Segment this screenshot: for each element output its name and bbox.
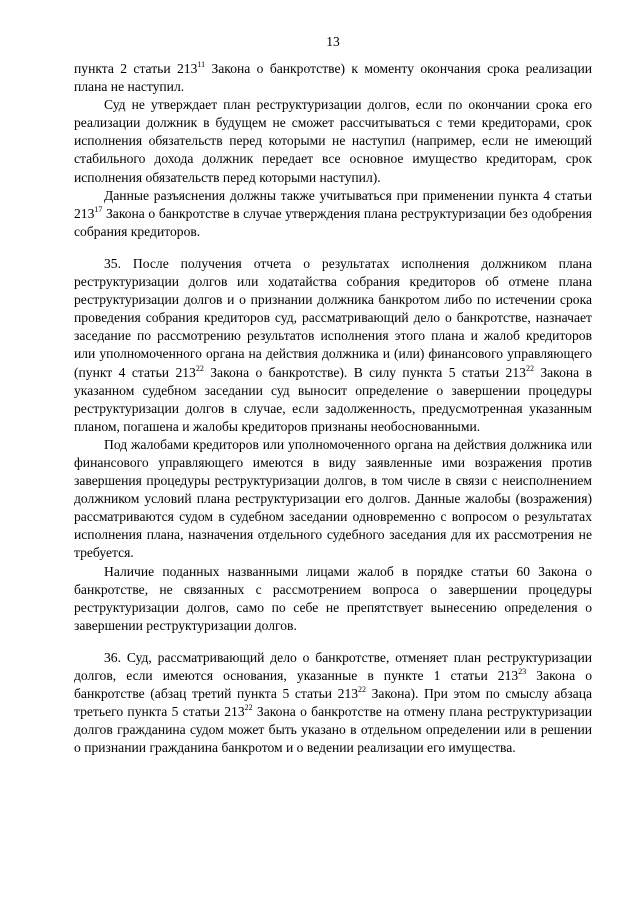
paragraph-text: Закона о банкротстве). В силу пункта 5 статьи 213 [203, 364, 526, 380]
paragraph-article-60 [74, 563, 592, 635]
paragraph-text: пункта 2 статьи 213 [74, 61, 198, 76]
paragraph-complaints [74, 436, 592, 563]
article-superscript: 22 [244, 703, 253, 713]
article-superscript: 23 [518, 667, 527, 676]
paragraph-clarifications [74, 187, 592, 241]
paragraph-text: Под жалобами кредиторов или уполномоченного органа на действия должника или финансового управляющего имеются в виду заявленные ими возражения против завершения процедуры реструктуризации долгов, в том числе в связи с неисполнением должником условий плана реструктуризации его долгов. Данные жалобы (возражения) рассматриваются судом в судебном заседании одновременно с вопросом о результатах исполнения плана, назначения отдельного судебного заседания для их рассмотрения не требуется. [74, 436, 592, 561]
article-superscript: 22 [195, 363, 204, 373]
paragraph-text: Наличие поданных названными лицами жалоб в порядке статьи 60 Закона о банкротстве, не связанных с рассмотрением вопроса о завершении процедуры реструктуризации долгов, само по себе не препятствует вынесению определения о завершении реструктуризации долгов. [74, 563, 592, 633]
paragraph-text: Закона о банкротстве в случае утверждения плана реструктуризации без одобрения собрания кредиторов. [74, 205, 592, 239]
paragraph-continuation [74, 60, 592, 96]
paragraph-text: 35. После получения отчета о результатах исполнения должником плана реструктуризации долгов или ходатайства собрания кредиторов об отмене плана реструктуризации долгов и о признании должника банкротом либо по истечении срока проведения собрания кредиторов суд, рассматривающий дело о банкротстве, назначает заседание по рассмотрению результатов исполнения этого плана и жалоб кредиторов или уполномоченного органа на действия должника и (или) финансового управляющего (пункт 4 статьи 213 [74, 255, 592, 380]
paragraph-court-refusal [74, 96, 592, 186]
paragraph-text: Закона в указанном судебном заседании суд выносит определение о завершении процедуры реструктуризации долгов в случае, если задолженность, предусмотренная указанным планом, погашена и жалобы кредиторов признаны необоснованными. [74, 364, 592, 434]
article-superscript: 17 [94, 204, 103, 214]
page-number: 13 [326, 34, 340, 49]
article-superscript: 11 [197, 60, 206, 69]
paragraph-text: Суд не утверждает план реструктуризации долгов, если по окончании срока его реализации должник в будущем не сможет рассчитываться с теми кредиторами, срок исполнения обязательств перед которыми не наступил (например, если не имеющий стабильного дохода должник передает все основное имущество кредиторам, срок исполнения обязательств перед которыми наступил). [74, 97, 592, 185]
document-body [74, 60, 592, 757]
paragraph-item-36 [74, 649, 592, 758]
paragraph-text: Закона о банкротстве) к моменту окончания срока реализации плана не наступил. [74, 61, 593, 95]
paragraph-text: Закона). При этом по смыслу абзаца третьего пункта 5 статьи 213 [74, 686, 592, 720]
paragraph-text: Закона о банкротстве на отмену плана реструктуризации долгов гражданина судом может быть указано в отдельном определении или в решении о признании гражданина банкротом и о ведении реализации его имущества. [74, 704, 592, 756]
article-superscript: 22 [525, 363, 534, 373]
paragraph-text: Данные разъяснения должны также учитываться при применении пункта 4 статьи 213 [74, 187, 592, 221]
paragraph-text: 36. Суд, рассматривающий дело о банкротстве, отменяет план реструктуризации долгов, если имеются основания, указанные в пункте 1 статьи 213 [74, 649, 592, 683]
paragraph-text: Закона о банкротстве (абзац третий пункта 5 статьи 213 [74, 668, 592, 702]
paragraph-item-35 [74, 255, 592, 436]
article-superscript: 22 [358, 685, 367, 695]
